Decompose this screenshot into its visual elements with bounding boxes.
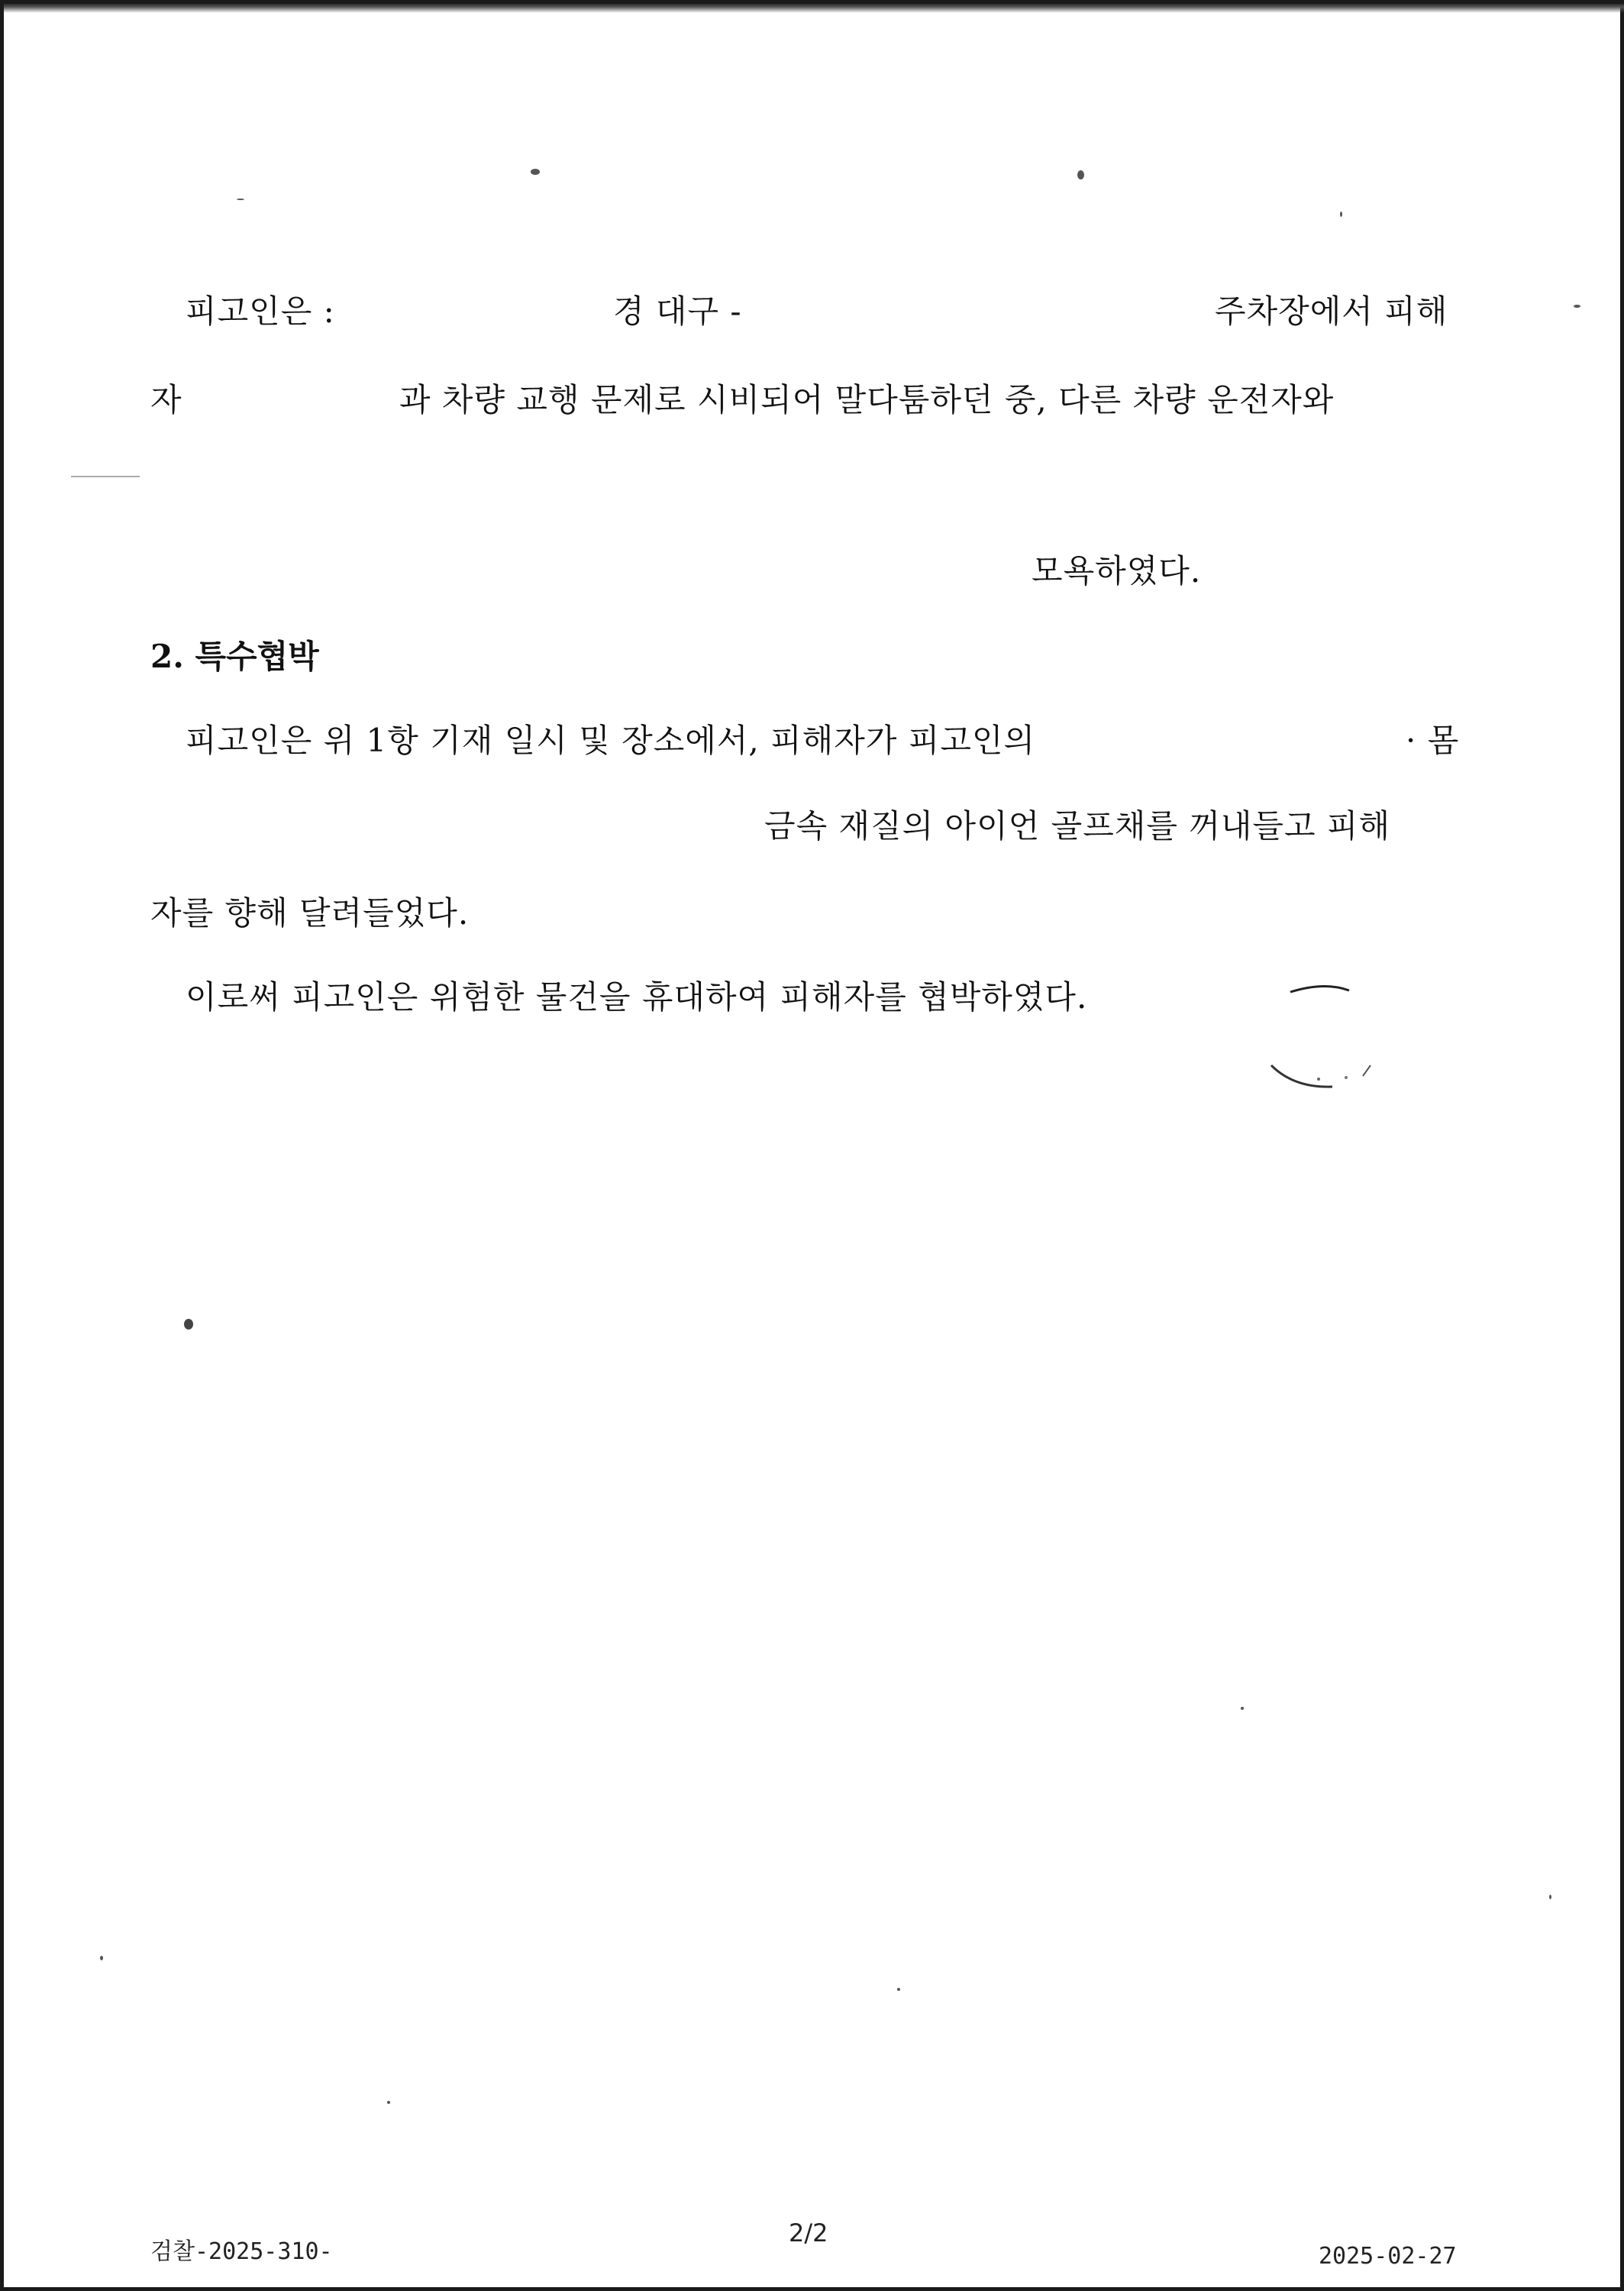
stamp-mark — [1256, 974, 1393, 1103]
paragraph2-line4: 이로써 피고인은 위험한 물건을 휴대하여 피해자를 협박하였다. — [186, 978, 1088, 1016]
scan-speck — [897, 1988, 900, 1991]
paragraph2-line1-end: · 몸 — [1406, 722, 1460, 759]
document-number: 검찰-2025-310- — [150, 2238, 333, 2265]
scan-speck — [237, 199, 244, 200]
scan-speck — [387, 2101, 390, 2104]
scan-edge — [4, 4, 1624, 13]
page-number: 2/2 — [789, 2218, 828, 2247]
section2-heading: 2. 특수협박 — [150, 638, 319, 675]
paragraph2-line1-start: 피고인은 위 1항 기재 일시 및 장소에서, 피해자가 피고인의 — [186, 722, 1036, 759]
scan-speck — [71, 476, 140, 477]
scan-speck — [1574, 305, 1580, 308]
paragraph1-line4: 모욕하였다. — [1032, 552, 1202, 590]
paragraph2-line3: 자를 향해 달려들었다. — [150, 894, 470, 932]
scan-speck — [1077, 170, 1084, 179]
paragraph2-line2: 금속 재질의 아이언 골프채를 꺼내들고 피해 — [764, 807, 1391, 845]
paragraph1-line1-end: 주차장에서 피해 — [1215, 292, 1448, 330]
scan-speck — [531, 169, 540, 175]
scan-speck — [1340, 212, 1342, 217]
scan-speck — [100, 1956, 103, 1960]
paragraph1-line1-start: 피고인은 : — [186, 292, 335, 330]
paragraph1-line2-start: 자 — [150, 381, 182, 418]
document-date: 2025-02-27 — [1319, 2243, 1457, 2270]
scan-speck — [184, 1319, 193, 1330]
paragraph1-line2-end: 과 차량 교행 문제로 시비되어 말다툼하던 중, 다른 차량 운전자와 — [399, 381, 1335, 418]
scan-speck — [1549, 1895, 1551, 1899]
scan-speck — [1241, 1707, 1244, 1710]
paragraph1-line1-middle: 경 대구 - — [613, 292, 742, 330]
